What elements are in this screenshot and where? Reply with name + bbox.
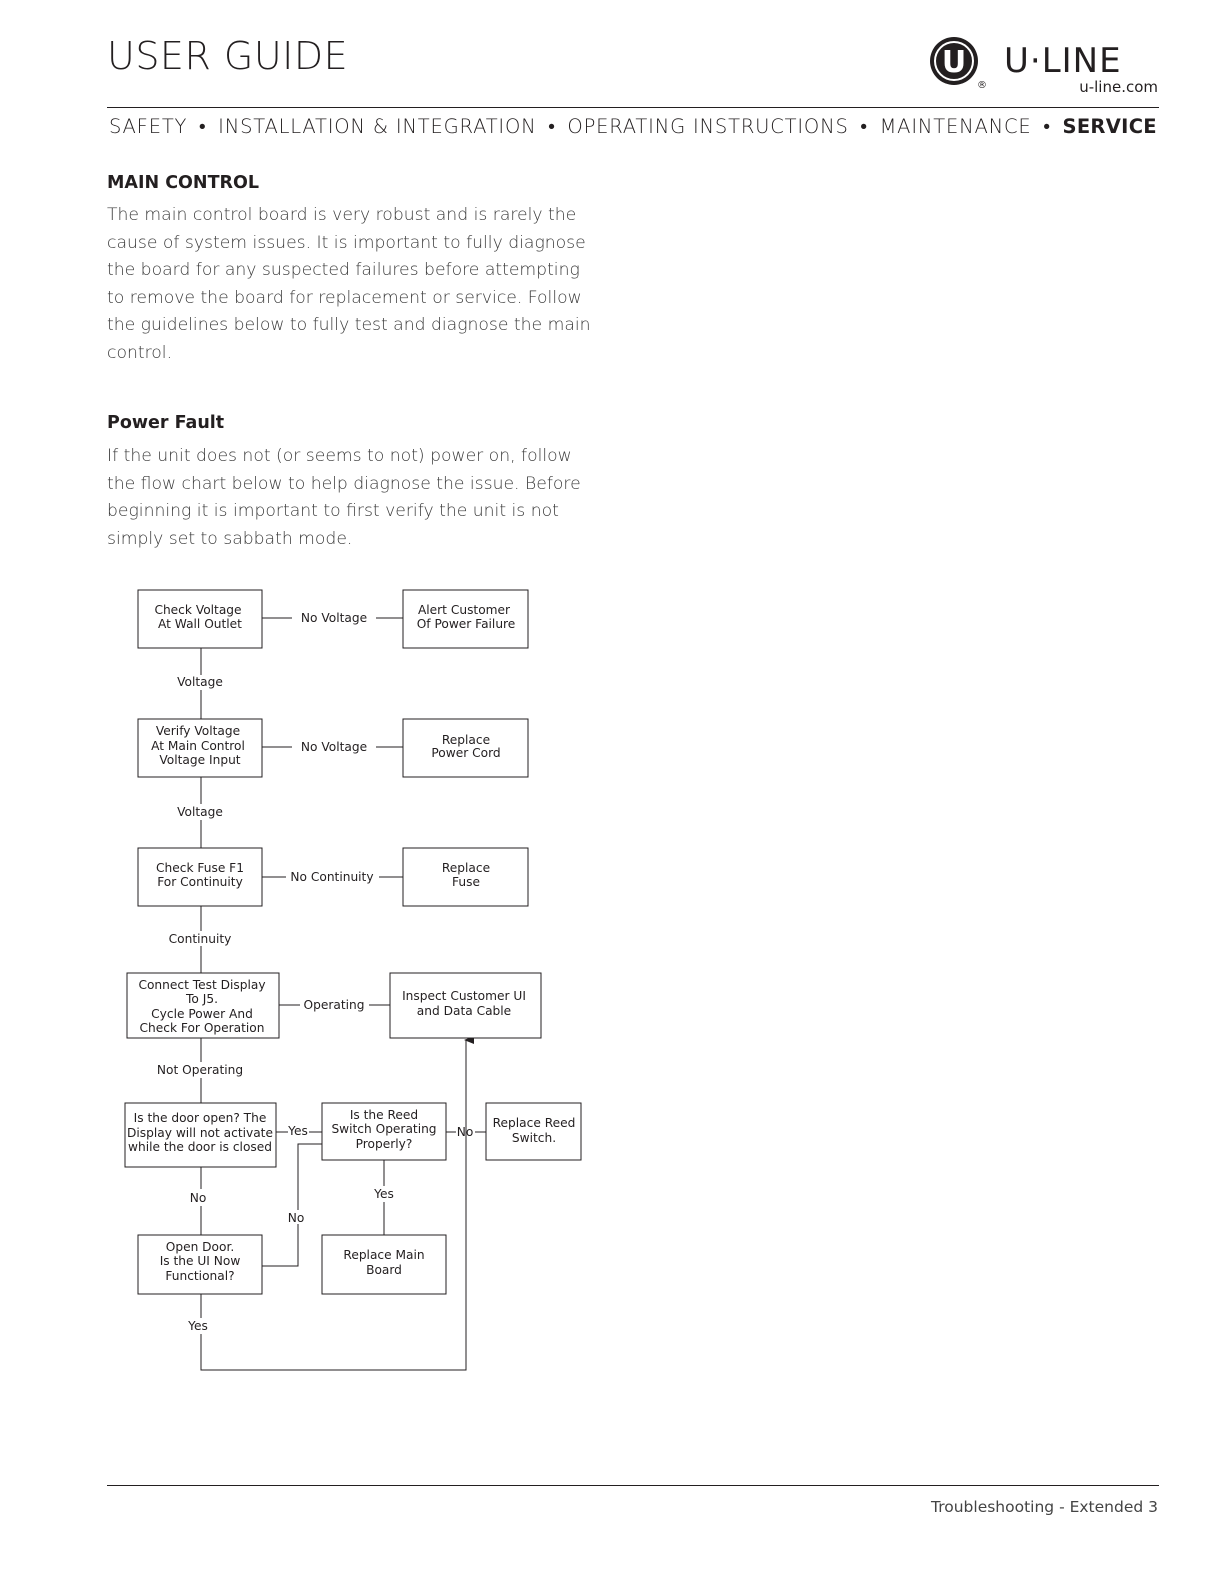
node-text: Properly? (355, 1137, 413, 1151)
node-text: Replace (441, 733, 491, 747)
footer-divider (107, 1485, 1159, 1486)
edge-label: No Voltage (300, 611, 368, 625)
page-title: USER GUIDE (107, 34, 349, 78)
edge-label: Yes (374, 1187, 394, 1201)
node-text: Alert Customer (417, 603, 511, 617)
edge-label: Voltage (177, 675, 223, 689)
edge-label: No Voltage (300, 740, 368, 754)
node-text: Voltage Input (159, 753, 241, 767)
nav-separator: • (548, 115, 556, 138)
nav-separator: • (1043, 115, 1051, 138)
node-text: Open Door. (165, 1240, 235, 1254)
nav-separator: • (860, 115, 868, 138)
edge-label: Yes (188, 1319, 208, 1333)
edge-label: Continuity (168, 932, 232, 946)
node-text: Is the door open? The (133, 1111, 267, 1125)
node-text: Functional? (165, 1269, 235, 1283)
footer-page-label: Troubleshooting - Extended 3 (931, 1498, 1158, 1516)
node-text: Fuse (452, 875, 480, 889)
node-text: Check For Operation (139, 1021, 265, 1035)
node-text: and Data Cable (416, 1004, 512, 1018)
nav-item-safety: SAFETY (109, 115, 188, 138)
node-text: Cycle Power And (151, 1007, 253, 1021)
nav-separator: • (198, 115, 207, 138)
connector (262, 1224, 298, 1266)
power-fault-body: If the unit does not (or seems to not) power on, follow the flow chart below to help diagnose the issue. Before beginning it is important to first verify the unit is not simply set to sabbath mode. (107, 446, 581, 549)
node-text: For Continuity (157, 875, 243, 889)
node-text: Display will not activate (127, 1126, 273, 1140)
main-control-heading: MAIN CONTROL (107, 173, 260, 193)
node-text: Inspect Customer UI (402, 989, 526, 1003)
nav-item-service: SERVICE (1062, 115, 1157, 138)
node-text: Is the UI Now (159, 1254, 241, 1268)
node-text: To J5. (186, 992, 218, 1006)
node-text: At Wall Outlet (158, 617, 242, 631)
edge-label: Yes (288, 1124, 308, 1138)
node-text: At Main Control (151, 739, 245, 753)
connector (298, 1144, 322, 1210)
node-text: Power Cord (431, 746, 501, 760)
edge-label: Not Operating (156, 1063, 244, 1077)
nav-item-maintenance: MAINTENANCE (879, 115, 1032, 138)
nav-item-installation: INSTALLATION & INTEGRATION (218, 115, 537, 138)
logo-mark-letter: U (941, 45, 967, 80)
edge-label: No (189, 1191, 207, 1205)
node-text: Replace (441, 861, 491, 875)
brand-wordmark: U·LINE (1004, 41, 1122, 81)
node-text: Board (366, 1263, 402, 1277)
site-url: u-line.com (1079, 78, 1158, 96)
registered-mark: ® (977, 80, 987, 91)
node-text: Verify Voltage (155, 724, 241, 738)
power-fault-heading: Power Fault (107, 413, 225, 433)
node-text: Check Fuse F1 (156, 861, 244, 875)
edge-label: No (287, 1211, 305, 1225)
edge-label: No Continuity (290, 870, 374, 884)
node-text: Of Power Failure (416, 617, 516, 631)
node-text: Is the Reed (349, 1108, 419, 1122)
node-text: while the door is closed (128, 1140, 272, 1154)
node-text: Switch Operating (331, 1122, 437, 1136)
nav-item-operating: OPERATING INSTRUCTIONS (567, 115, 849, 138)
node-text: Replace Reed (492, 1116, 576, 1130)
main-control-body: The main control board is very robust and is rarely the cause of system issues. It is important to fully diagnose the board for any suspected failures before attempting to remove the board for replacement or service. Follow the guidelines below to fully test and diagnose the main control. (107, 205, 591, 363)
node-text: Replace Main (343, 1248, 425, 1262)
edge-label: Voltage (177, 805, 223, 819)
edge-label: Operating (303, 998, 365, 1012)
node-text: Switch. (511, 1131, 557, 1145)
node-text: Connect Test Display (138, 978, 266, 992)
edge-label: No (456, 1125, 474, 1139)
node-text: Check Voltage (154, 603, 242, 617)
